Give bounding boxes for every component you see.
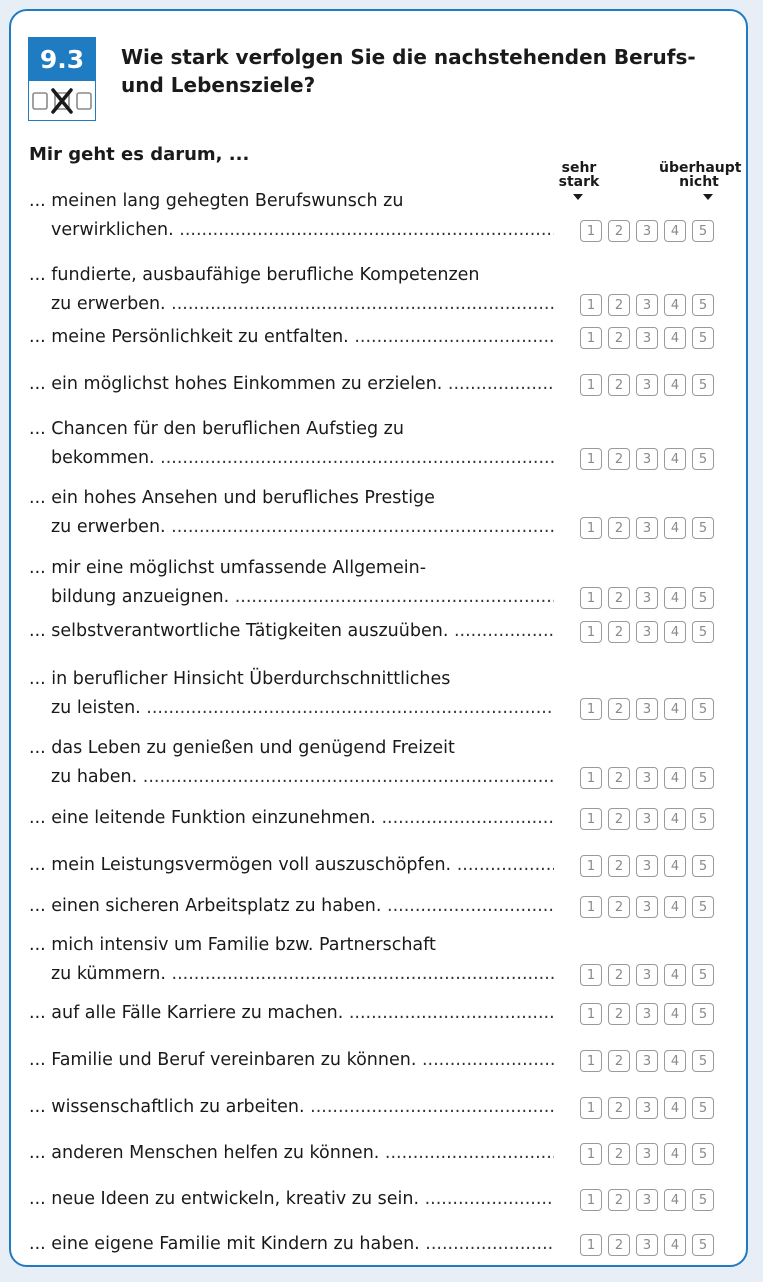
rating-checkbox-4[interactable]: 4 bbox=[664, 896, 686, 918]
rating-options bbox=[580, 1234, 714, 1256]
rating-checkbox-2[interactable]: 2 bbox=[608, 1003, 630, 1025]
item-line: ... eine leitende Funktion einzunehmen. ..... bbox=[29, 804, 554, 833]
rating-checkbox-4[interactable]: 4 bbox=[664, 621, 686, 643]
rating-checkbox-5[interactable]: 5 bbox=[692, 448, 714, 470]
rating-checkbox-5[interactable]: 5 bbox=[692, 1003, 714, 1025]
rating-checkbox-3[interactable]: 3 bbox=[636, 896, 658, 918]
rating-checkbox-1[interactable]: 1 bbox=[580, 448, 602, 470]
rating-checkbox-1[interactable]: 1 bbox=[580, 621, 602, 643]
item-line: bildung anzueignen. ..... bbox=[29, 583, 554, 612]
rating-options bbox=[580, 1097, 714, 1119]
rating-options bbox=[580, 294, 714, 316]
rating-checkbox-5[interactable]: 5 bbox=[692, 621, 714, 643]
item-text bbox=[29, 1046, 554, 1075]
item-text bbox=[29, 370, 554, 399]
rating-checkbox-2[interactable]: 2 bbox=[608, 220, 630, 242]
rating-checkbox-4[interactable]: 4 bbox=[664, 327, 686, 349]
rating-checkbox-3[interactable]: 3 bbox=[636, 855, 658, 877]
rating-checkbox-4[interactable]: 4 bbox=[664, 1050, 686, 1072]
rating-checkbox-3[interactable]: 3 bbox=[636, 1050, 658, 1072]
item-text bbox=[29, 323, 554, 352]
rating-checkbox-5[interactable]: 5 bbox=[692, 1189, 714, 1211]
rating-options bbox=[580, 698, 714, 720]
rating-checkbox-2[interactable]: 2 bbox=[608, 327, 630, 349]
item-text bbox=[29, 851, 554, 880]
rating-checkbox-5[interactable]: 5 bbox=[692, 587, 714, 609]
question-card bbox=[9, 9, 748, 1267]
item-text bbox=[29, 484, 554, 542]
rating-checkbox-2[interactable]: 2 bbox=[608, 1189, 630, 1211]
arrow-down-icon bbox=[703, 194, 713, 200]
item-line: ... ein möglichst hohes Einkommen zu erzielen. ..... bbox=[29, 370, 554, 399]
rating-options bbox=[580, 374, 714, 396]
rating-checkbox-2[interactable]: 2 bbox=[608, 374, 630, 396]
rating-checkbox-3[interactable]: 3 bbox=[636, 767, 658, 789]
rating-checkbox-3[interactable]: 3 bbox=[636, 587, 658, 609]
item-line: zu kümmern. ..... bbox=[29, 960, 554, 989]
rating-options bbox=[580, 327, 714, 349]
item-line: ... anderen Menschen helfen zu können. ..... bbox=[29, 1139, 554, 1168]
rating-checkbox-3[interactable]: 3 bbox=[636, 1189, 658, 1211]
rating-checkbox-4[interactable]: 4 bbox=[664, 767, 686, 789]
rating-checkbox-5[interactable]: 5 bbox=[692, 896, 714, 918]
question-number: 9.3 bbox=[39, 44, 85, 74]
rating-checkbox-2[interactable]: 2 bbox=[608, 1234, 630, 1256]
item-line: ... fundierte, ausbaufähige berufliche Kompetenzen bbox=[29, 265, 480, 285]
rating-options bbox=[580, 1050, 714, 1072]
rating-checkbox-5[interactable]: 5 bbox=[692, 855, 714, 877]
rating-checkbox-2[interactable]: 2 bbox=[608, 294, 630, 316]
rating-checkbox-1[interactable]: 1 bbox=[580, 587, 602, 609]
rating-checkbox-2[interactable]: 2 bbox=[608, 855, 630, 877]
rating-checkbox-1[interactable]: 1 bbox=[580, 1050, 602, 1072]
rating-options bbox=[580, 808, 714, 830]
rating-checkbox-2[interactable]: 2 bbox=[608, 698, 630, 720]
rating-checkbox-4[interactable]: 4 bbox=[664, 294, 686, 316]
rating-checkbox-3[interactable]: 3 bbox=[636, 1097, 658, 1119]
item-line: zu haben. ..... bbox=[29, 763, 554, 792]
item-text bbox=[29, 617, 554, 646]
rating-checkbox-3[interactable]: 3 bbox=[636, 220, 658, 242]
item-line: zu erwerben. ..... bbox=[29, 290, 554, 319]
rating-checkbox-4[interactable]: 4 bbox=[664, 1003, 686, 1025]
item-line: ... neue Ideen zu entwickeln, kreativ zu sein. ..... bbox=[29, 1185, 554, 1214]
item-text bbox=[29, 892, 554, 921]
rating-checkbox-2[interactable]: 2 bbox=[608, 621, 630, 643]
item-text bbox=[29, 931, 554, 989]
rating-options bbox=[580, 220, 714, 242]
rating-checkbox-3[interactable]: 3 bbox=[636, 964, 658, 986]
item-text bbox=[29, 554, 554, 612]
rating-checkbox-4[interactable]: 4 bbox=[664, 220, 686, 242]
rating-checkbox-5[interactable]: 5 bbox=[692, 698, 714, 720]
rating-checkbox-4[interactable]: 4 bbox=[664, 1189, 686, 1211]
item-line: ... mein Leistungsvermögen voll auszuschöpfen. ..... bbox=[29, 851, 554, 880]
rating-checkbox-1[interactable]: 1 bbox=[580, 1097, 602, 1119]
rating-options bbox=[580, 767, 714, 789]
rating-options bbox=[580, 621, 714, 643]
rating-checkbox-4[interactable]: 4 bbox=[664, 374, 686, 396]
rating-checkbox-4[interactable]: 4 bbox=[664, 1097, 686, 1119]
item-text bbox=[29, 1093, 554, 1122]
rating-checkbox-5[interactable]: 5 bbox=[692, 327, 714, 349]
item-line: ... einen sicheren Arbeitsplatz zu haben. ..... bbox=[29, 892, 554, 921]
rating-checkbox-2[interactable]: 2 bbox=[608, 448, 630, 470]
rating-checkbox-1[interactable]: 1 bbox=[580, 1189, 602, 1211]
item-line: ... in beruflicher Hinsicht Überdurchschnittliches bbox=[29, 669, 451, 689]
rating-checkbox-3[interactable]: 3 bbox=[636, 517, 658, 539]
rating-checkbox-5[interactable]: 5 bbox=[692, 517, 714, 539]
rating-options bbox=[580, 855, 714, 877]
rating-checkbox-3[interactable]: 3 bbox=[636, 448, 658, 470]
rating-checkbox-1[interactable]: 1 bbox=[580, 517, 602, 539]
item-text bbox=[29, 665, 554, 723]
question-title: Wie stark verfolgen Sie die nachstehenden Berufs- und Lebensziele? bbox=[121, 45, 696, 97]
rating-checkbox-1[interactable]: 1 bbox=[580, 1003, 602, 1025]
rating-checkbox-1[interactable]: 1 bbox=[580, 327, 602, 349]
rating-checkbox-5[interactable]: 5 bbox=[692, 374, 714, 396]
rating-checkbox-5[interactable]: 5 bbox=[692, 294, 714, 316]
item-text bbox=[29, 734, 554, 792]
rating-options bbox=[580, 448, 714, 470]
rating-checkbox-1[interactable]: 1 bbox=[580, 1234, 602, 1256]
rating-options bbox=[580, 1189, 714, 1211]
rating-options bbox=[580, 517, 714, 539]
rating-checkbox-1[interactable]: 1 bbox=[580, 374, 602, 396]
rating-checkbox-2[interactable]: 2 bbox=[608, 767, 630, 789]
rating-checkbox-5[interactable]: 5 bbox=[692, 808, 714, 830]
item-line: ... Familie und Beruf vereinbaren zu können. ..... bbox=[29, 1046, 554, 1075]
item-line: zu leisten. ..... bbox=[29, 694, 554, 723]
item-text bbox=[29, 804, 554, 833]
item-line: ... mir eine möglichst umfassende Allgemein- bbox=[29, 558, 427, 578]
item-line: verwirklichen. ..... bbox=[29, 216, 554, 245]
scale-label-low: überhaupt nicht bbox=[659, 160, 742, 190]
rating-checkbox-5[interactable]: 5 bbox=[692, 767, 714, 789]
rating-checkbox-1[interactable]: 1 bbox=[580, 220, 602, 242]
rating-checkbox-1[interactable]: 1 bbox=[580, 294, 602, 316]
item-text bbox=[29, 999, 554, 1028]
rating-checkbox-4[interactable]: 4 bbox=[664, 698, 686, 720]
rating-checkbox-4[interactable]: 4 bbox=[664, 808, 686, 830]
rating-options bbox=[580, 1143, 714, 1165]
rating-checkbox-1[interactable]: 1 bbox=[580, 1143, 602, 1165]
rating-checkbox-3[interactable]: 3 bbox=[636, 327, 658, 349]
rating-options bbox=[580, 587, 714, 609]
rating-checkbox-3[interactable]: 3 bbox=[636, 698, 658, 720]
rating-checkbox-5[interactable]: 5 bbox=[692, 220, 714, 242]
rating-checkbox-4[interactable]: 4 bbox=[664, 587, 686, 609]
rating-checkbox-4[interactable]: 4 bbox=[664, 1234, 686, 1256]
rating-checkbox-4[interactable]: 4 bbox=[664, 448, 686, 470]
item-text bbox=[29, 1230, 554, 1259]
item-line: ... auf alle Fälle Karriere zu machen. ..... bbox=[29, 999, 554, 1028]
rating-checkbox-5[interactable]: 5 bbox=[692, 1050, 714, 1072]
rating-checkbox-2[interactable]: 2 bbox=[608, 517, 630, 539]
item-line: ... das Leben zu genießen und genügend Freizeit bbox=[29, 738, 455, 758]
rating-checkbox-1[interactable]: 1 bbox=[580, 808, 602, 830]
rating-checkbox-3[interactable]: 3 bbox=[636, 294, 658, 316]
rating-checkbox-4[interactable]: 4 bbox=[664, 964, 686, 986]
question-number-badge bbox=[28, 37, 96, 81]
rating-checkbox-3[interactable]: 3 bbox=[636, 1003, 658, 1025]
item-line: ... selbstverantwortliche Tätigkeiten auszuüben. ..... bbox=[29, 617, 554, 646]
rating-checkbox-1[interactable]: 1 bbox=[580, 964, 602, 986]
rating-checkbox-5[interactable]: 5 bbox=[692, 1097, 714, 1119]
item-line: ... mich intensiv um Familie bzw. Partnerschaft bbox=[29, 935, 436, 955]
rating-checkbox-4[interactable]: 4 bbox=[664, 517, 686, 539]
rating-checkbox-5[interactable]: 5 bbox=[692, 1234, 714, 1256]
rating-checkbox-2[interactable]: 2 bbox=[608, 896, 630, 918]
item-line: bekommen. ..... bbox=[29, 444, 554, 473]
rating-checkbox-3[interactable]: 3 bbox=[636, 1143, 658, 1165]
scale-label-high: sehr stark bbox=[558, 160, 600, 190]
rating-checkbox-3[interactable]: 3 bbox=[636, 374, 658, 396]
rating-checkbox-2[interactable]: 2 bbox=[608, 808, 630, 830]
rating-checkbox-4[interactable]: 4 bbox=[664, 1143, 686, 1165]
rating-checkbox-1[interactable]: 1 bbox=[580, 767, 602, 789]
rating-checkbox-1[interactable]: 1 bbox=[580, 855, 602, 877]
rating-checkbox-2[interactable]: 2 bbox=[608, 1143, 630, 1165]
rating-checkbox-5[interactable]: 5 bbox=[692, 1143, 714, 1165]
item-text bbox=[29, 415, 554, 473]
item-line: ... Chancen für den beruflichen Aufstieg zu bbox=[29, 419, 404, 439]
rating-options bbox=[580, 1003, 714, 1025]
question-intro: Mir geht es darum, ... bbox=[29, 144, 250, 165]
item-text bbox=[29, 187, 554, 245]
rating-checkbox-3[interactable]: 3 bbox=[636, 1234, 658, 1256]
rating-checkbox-2[interactable]: 2 bbox=[608, 1050, 630, 1072]
item-line: ... eine eigene Familie mit Kindern zu haben. ..... bbox=[29, 1230, 554, 1259]
rating-checkbox-2[interactable]: 2 bbox=[608, 964, 630, 986]
item-line: ... ein hohes Ansehen und berufliches Prestige bbox=[29, 488, 435, 508]
item-line: ... wissenschaftlich zu arbeiten. ..... bbox=[29, 1093, 554, 1122]
rating-checkbox-2[interactable]: 2 bbox=[608, 587, 630, 609]
item-text bbox=[29, 1139, 554, 1168]
arrow-down-icon bbox=[573, 194, 583, 200]
item-line: ... meinen lang gehegten Berufswunsch zu bbox=[29, 191, 404, 211]
rating-options bbox=[580, 896, 714, 918]
item-line: zu erwerben. ..... bbox=[29, 513, 554, 542]
rating-checkbox-2[interactable]: 2 bbox=[608, 1097, 630, 1119]
item-line: ... meine Persönlichkeit zu entfalten. ..... bbox=[29, 323, 554, 352]
rating-options bbox=[580, 964, 714, 986]
rating-checkbox-3[interactable]: 3 bbox=[636, 621, 658, 643]
rating-checkbox-4[interactable]: 4 bbox=[664, 855, 686, 877]
rating-checkbox-1[interactable]: 1 bbox=[580, 896, 602, 918]
item-text bbox=[29, 261, 554, 319]
checkbox-x-icon bbox=[28, 81, 96, 121]
rating-checkbox-1[interactable]: 1 bbox=[580, 698, 602, 720]
item-text bbox=[29, 1185, 554, 1214]
rating-checkbox-3[interactable]: 3 bbox=[636, 808, 658, 830]
rating-checkbox-5[interactable]: 5 bbox=[692, 964, 714, 986]
